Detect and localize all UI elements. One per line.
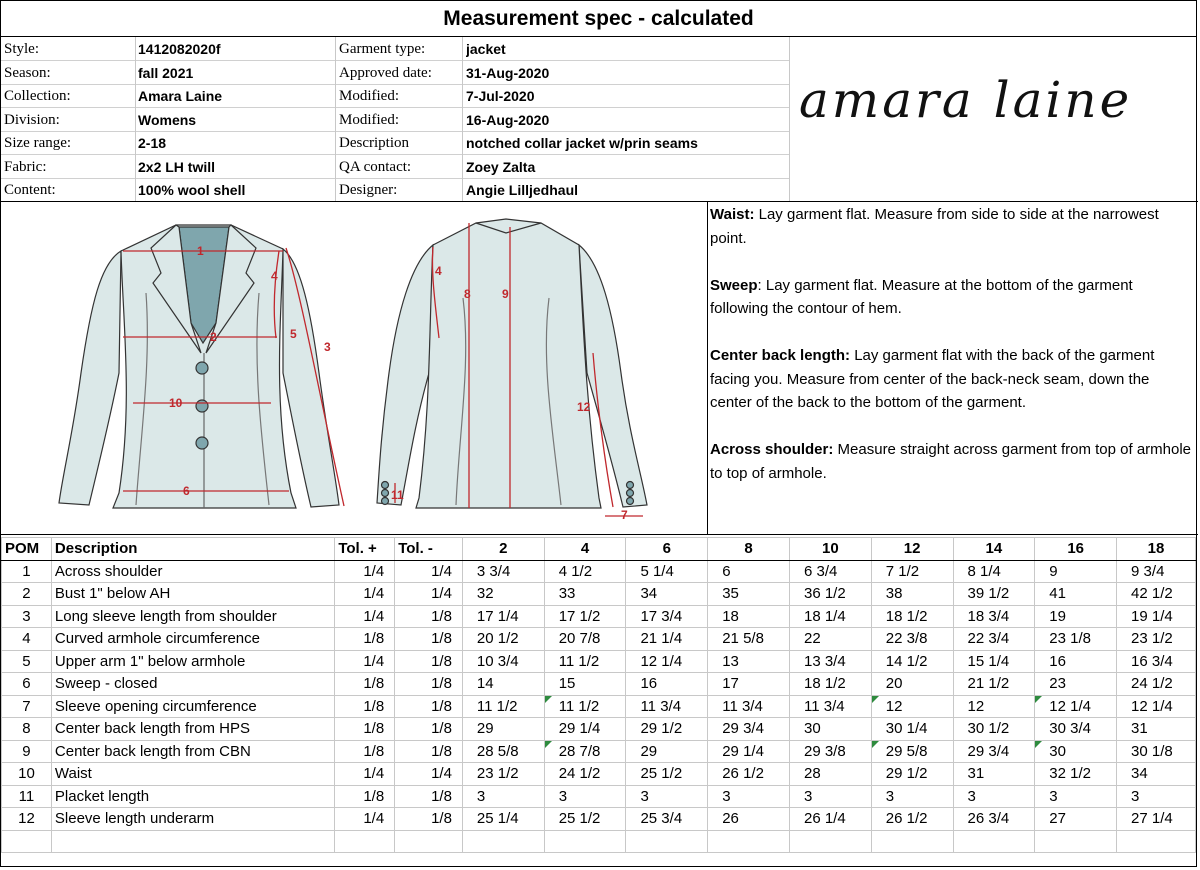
column-header: 14	[953, 538, 1035, 561]
header-row	[1, 131, 789, 155]
size-value: 34	[626, 583, 708, 606]
header-label: Designer:	[339, 182, 398, 198]
size-value: 22 3/8	[871, 628, 953, 651]
table-row	[2, 583, 1196, 606]
size-value: 24 1/2	[544, 763, 626, 786]
size-value: 39 1/2	[953, 583, 1035, 606]
table-row	[2, 718, 1196, 741]
header-column-rule	[462, 37, 463, 201]
size-value: 11 1/2	[544, 695, 626, 718]
size-value: 11 3/4	[789, 695, 871, 718]
pom-number: 4	[2, 628, 52, 651]
column-header: Tol. -	[395, 538, 463, 561]
back-label-8: 8	[464, 287, 471, 301]
size-value: 18 3/4	[953, 605, 1035, 628]
note-term: Waist:	[710, 206, 755, 223]
size-value: 35	[708, 583, 790, 606]
pom-number: 9	[2, 740, 52, 763]
header-label: Size range:	[4, 135, 72, 151]
size-value: 28	[789, 763, 871, 786]
tolerance-plus: 1/4	[335, 583, 395, 606]
size-value: 17 1/2	[544, 605, 626, 628]
table-row-empty	[2, 830, 1196, 853]
size-value: 29 1/2	[871, 763, 953, 786]
header-row	[1, 178, 789, 202]
size-value: 27	[1035, 808, 1117, 831]
tolerance-plus: 1/8	[335, 785, 395, 808]
size-value: 17 3/4	[626, 605, 708, 628]
empty-cell	[51, 830, 334, 853]
header-value: 2-18	[138, 135, 167, 151]
size-value: 16	[1035, 650, 1117, 673]
tolerance-plus: 1/8	[335, 673, 395, 696]
size-value: 30 1/4	[871, 718, 953, 741]
size-value: 25 3/4	[626, 808, 708, 831]
size-value: 26	[708, 808, 790, 831]
size-value: 28 7/8	[544, 740, 626, 763]
table-row	[2, 695, 1196, 718]
size-value: 11 3/4	[708, 695, 790, 718]
column-header: 16	[1035, 538, 1117, 561]
note-paragraph	[710, 274, 1194, 321]
pom-number: 12	[2, 808, 52, 831]
pom-number: 3	[2, 605, 52, 628]
pom-description: Upper arm 1" below armhole	[51, 650, 334, 673]
size-value: 24 1/2	[1117, 673, 1196, 696]
column-header: 8	[708, 538, 790, 561]
tolerance-minus: 1/4	[395, 583, 463, 606]
header-label: Collection:	[4, 88, 71, 104]
back-label-4: 4	[435, 264, 442, 278]
size-value: 9 3/4	[1117, 560, 1196, 583]
page-title: Measurement spec - calculated	[1, 1, 1196, 37]
size-value: 11 1/2	[544, 650, 626, 673]
size-value: 31	[1117, 718, 1196, 741]
size-value: 7 1/2	[871, 560, 953, 583]
size-value: 29 1/4	[544, 718, 626, 741]
pom-number: 10	[2, 763, 52, 786]
empty-cell	[708, 830, 790, 853]
front-label-3: 3	[324, 340, 331, 354]
size-value: 18	[708, 605, 790, 628]
size-value: 42 1/2	[1117, 583, 1196, 606]
header-value: 100% wool shell	[138, 182, 246, 198]
table-row	[2, 673, 1196, 696]
note-text: Measure straight across garment from top of armhole to top of armhole.	[710, 441, 1192, 482]
tolerance-minus: 1/4	[395, 763, 463, 786]
header-value: Amara Laine	[138, 88, 223, 104]
size-value: 32	[462, 583, 544, 606]
size-value: 26 1/4	[789, 808, 871, 831]
header-value: 31-Aug-2020	[466, 64, 550, 81]
header-label: Description	[339, 135, 409, 151]
tolerance-plus: 1/4	[335, 763, 395, 786]
size-value: 14 1/2	[871, 650, 953, 673]
size-value: 19 1/4	[1117, 605, 1196, 628]
size-value: 23 1/2	[462, 763, 544, 786]
column-header: Description	[51, 538, 334, 561]
tolerance-minus: 1/8	[395, 650, 463, 673]
column-header: 4	[544, 538, 626, 561]
size-value: 12 1/4	[1117, 695, 1196, 718]
header-value: jacket	[466, 41, 506, 57]
note-paragraph	[710, 203, 1194, 250]
pom-number: 1	[2, 560, 52, 583]
size-value: 20 7/8	[544, 628, 626, 651]
header-column-rule	[335, 37, 336, 201]
header-row	[1, 155, 789, 179]
empty-cell	[953, 830, 1035, 853]
pom-description: Waist	[51, 763, 334, 786]
back-label-11: 11	[391, 488, 404, 502]
pom-number: 11	[2, 785, 52, 808]
header-row	[1, 84, 789, 108]
header-label: Garment type:	[339, 41, 426, 57]
size-value: 30	[789, 718, 871, 741]
size-value: 29 1/2	[626, 718, 708, 741]
size-value: 6	[708, 560, 790, 583]
pom-description: Bust 1" below AH	[51, 583, 334, 606]
size-value: 26 3/4	[953, 808, 1035, 831]
pom-description: Sweep - closed	[51, 673, 334, 696]
size-value: 13 3/4	[789, 650, 871, 673]
front-label-4: 4	[271, 269, 278, 283]
tolerance-plus: 1/4	[335, 605, 395, 628]
empty-cell	[395, 830, 463, 853]
header-column-rule	[789, 37, 790, 201]
header-label: Division:	[4, 111, 60, 128]
header-row	[1, 37, 789, 61]
size-value: 18 1/2	[789, 673, 871, 696]
table-row	[2, 605, 1196, 628]
size-value: 23 1/8	[1035, 628, 1117, 651]
header-column-rule	[135, 37, 136, 201]
size-value: 28 5/8	[462, 740, 544, 763]
note-term: Sweep	[710, 276, 758, 294]
size-value: 3	[544, 785, 626, 808]
size-value: 30 1/8	[1117, 740, 1196, 763]
size-value: 36 1/2	[789, 583, 871, 606]
size-value: 12	[871, 695, 953, 718]
size-value: 6 3/4	[789, 560, 871, 583]
size-value: 23	[1035, 673, 1117, 696]
tolerance-minus: 1/8	[395, 673, 463, 696]
size-value: 12 1/4	[1035, 695, 1117, 718]
pom-number: 5	[2, 650, 52, 673]
column-header: Tol. +	[335, 538, 395, 561]
size-value: 10 3/4	[462, 650, 544, 673]
size-value: 3	[1035, 785, 1117, 808]
size-value: 29 5/8	[871, 740, 953, 763]
note-text: Lay garment flat with the back of the garment facing you. Measure from center of the back-neck seam, down the center of the back to the bottom of the garment.	[710, 347, 1155, 411]
header-value: 16-Aug-2020	[466, 111, 550, 128]
jacket-technical-drawing	[1, 203, 707, 535]
pom-description: Curved armhole circumference	[51, 628, 334, 651]
size-value: 15 1/4	[953, 650, 1035, 673]
pom-description: Center back length from HPS	[51, 718, 334, 741]
back-label-9: 9	[502, 287, 509, 301]
drawing-divider	[707, 202, 708, 535]
size-value: 30 3/4	[1035, 718, 1117, 741]
column-header: 6	[626, 538, 708, 561]
pom-description: Center back length from CBN	[51, 740, 334, 763]
size-value: 3	[1117, 785, 1196, 808]
size-value: 31	[953, 763, 1035, 786]
size-value: 12 1/4	[626, 650, 708, 673]
front-label-2: 2	[210, 330, 217, 344]
header-row	[1, 108, 789, 132]
size-value: 5 1/4	[626, 560, 708, 583]
pom-table	[1, 537, 1196, 853]
empty-cell	[789, 830, 871, 853]
size-value: 25 1/2	[544, 808, 626, 831]
note-text: Lay garment flat. Measure from side to side at the narrowest point.	[710, 206, 1159, 247]
pom-number: 7	[2, 695, 52, 718]
empty-cell	[871, 830, 953, 853]
pom-description: Sleeve length underarm	[51, 808, 334, 831]
header-label: Season:	[4, 64, 51, 81]
tolerance-plus: 1/4	[335, 808, 395, 831]
front-label-6: 6	[183, 484, 190, 498]
size-value: 16 3/4	[1117, 650, 1196, 673]
tolerance-minus: 1/8	[395, 718, 463, 741]
header-label: Approved date:	[339, 64, 432, 81]
size-value: 3	[789, 785, 871, 808]
pom-description: Sleeve opening circumference	[51, 695, 334, 718]
size-value: 11 1/2	[462, 695, 544, 718]
note-text: : Lay garment flat. Measure at the bottom of the garment following the contour of hem.	[710, 276, 1133, 317]
size-value: 21 1/2	[953, 673, 1035, 696]
size-value: 12	[953, 695, 1035, 718]
tolerance-plus: 1/4	[335, 650, 395, 673]
size-value: 16	[626, 673, 708, 696]
size-value: 3	[953, 785, 1035, 808]
size-value: 3	[462, 785, 544, 808]
tolerance-minus: 1/8	[395, 628, 463, 651]
tolerance-plus: 1/8	[335, 628, 395, 651]
table-row	[2, 808, 1196, 831]
size-value: 38	[871, 583, 953, 606]
column-header: POM	[2, 538, 52, 561]
empty-cell	[626, 830, 708, 853]
size-value: 3	[871, 785, 953, 808]
size-value: 41	[1035, 583, 1117, 606]
size-value: 27 1/4	[1117, 808, 1196, 831]
size-value: 30 1/2	[953, 718, 1035, 741]
header-value: Womens	[138, 111, 197, 128]
tolerance-plus: 1/8	[335, 695, 395, 718]
header-value: fall 2021	[138, 64, 194, 81]
jacket-sketch-svg	[1, 203, 707, 535]
size-value: 29 3/4	[953, 740, 1035, 763]
measurement-notes	[710, 203, 1194, 509]
front-label-10: 10	[169, 396, 183, 410]
table-divider	[1, 534, 1198, 535]
size-value: 29 1/4	[708, 740, 790, 763]
column-header: 18	[1117, 538, 1196, 561]
header-value: 7-Jul-2020	[466, 88, 535, 104]
tolerance-minus: 1/8	[395, 785, 463, 808]
column-header: 2	[462, 538, 544, 561]
size-value: 25 1/2	[626, 763, 708, 786]
tolerance-minus: 1/8	[395, 695, 463, 718]
table-row	[2, 740, 1196, 763]
pom-description: Across shoulder	[51, 560, 334, 583]
tolerance-minus: 1/8	[395, 740, 463, 763]
header-label: Fabric:	[4, 158, 47, 175]
size-value: 26 1/2	[708, 763, 790, 786]
front-label-1: 1	[197, 244, 204, 258]
table-row	[2, 560, 1196, 583]
size-value: 14	[462, 673, 544, 696]
size-value: 23 1/2	[1117, 628, 1196, 651]
table-row	[2, 650, 1196, 673]
back-label-12: 12	[577, 400, 591, 414]
front-view	[59, 225, 339, 508]
header-value: notched collar jacket w/prin seams	[466, 135, 698, 151]
size-value: 30	[1035, 740, 1117, 763]
size-value: 34	[1117, 763, 1196, 786]
empty-cell	[1035, 830, 1117, 853]
size-value: 11 3/4	[626, 695, 708, 718]
size-value: 8 1/4	[953, 560, 1035, 583]
header-label: QA contact:	[339, 158, 412, 175]
table-header-row	[2, 538, 1196, 561]
header-divider	[1, 201, 1198, 202]
column-header: 12	[871, 538, 953, 561]
header-value: 2x2 LH twill	[138, 158, 216, 175]
tolerance-minus: 1/8	[395, 808, 463, 831]
size-value: 22	[789, 628, 871, 651]
size-value: 17	[708, 673, 790, 696]
column-header: 10	[789, 538, 871, 561]
pom-number: 8	[2, 718, 52, 741]
size-value: 29 3/4	[708, 718, 790, 741]
header-row	[1, 61, 789, 85]
front-label-5: 5	[290, 327, 297, 341]
size-value: 20 1/2	[462, 628, 544, 651]
size-value: 29	[462, 718, 544, 741]
note-term: Across shoulder:	[710, 441, 834, 458]
size-value: 18 1/2	[871, 605, 953, 628]
note-term: Center back length:	[710, 347, 851, 364]
header-label: Modified:	[339, 111, 399, 128]
tolerance-minus: 1/8	[395, 605, 463, 628]
brand-logo-text: amara laine	[799, 71, 1133, 129]
empty-cell	[462, 830, 544, 853]
size-value: 4 1/2	[544, 560, 626, 583]
size-value: 19	[1035, 605, 1117, 628]
pom-description: Long sleeve length from shoulder	[51, 605, 334, 628]
table-row	[2, 628, 1196, 651]
size-value: 21 5/8	[708, 628, 790, 651]
size-value: 29	[626, 740, 708, 763]
size-value: 20	[871, 673, 953, 696]
empty-cell	[335, 830, 395, 853]
header-label: Content:	[4, 182, 56, 198]
size-value: 3	[626, 785, 708, 808]
header-value: 1412082020f	[138, 41, 221, 57]
table-row	[2, 763, 1196, 786]
header-label: Style:	[4, 41, 40, 57]
header-value: Zoey Zalta	[466, 158, 536, 175]
table-row	[2, 785, 1196, 808]
empty-cell	[544, 830, 626, 853]
pom-description: Placket length	[51, 785, 334, 808]
size-value: 26 1/2	[871, 808, 953, 831]
size-value: 9	[1035, 560, 1117, 583]
pom-number: 2	[2, 583, 52, 606]
size-value: 13	[708, 650, 790, 673]
note-paragraph	[710, 344, 1194, 415]
header-value: Angie Lilljedhaul	[466, 182, 579, 198]
tolerance-plus: 1/8	[335, 740, 395, 763]
note-paragraph	[710, 438, 1194, 485]
size-value: 33	[544, 583, 626, 606]
empty-cell	[2, 830, 52, 853]
size-value: 22 3/4	[953, 628, 1035, 651]
pom-number: 6	[2, 673, 52, 696]
tolerance-minus: 1/4	[395, 560, 463, 583]
size-value: 25 1/4	[462, 808, 544, 831]
size-value: 29 3/8	[789, 740, 871, 763]
size-value: 3 3/4	[462, 560, 544, 583]
size-value: 18 1/4	[789, 605, 871, 628]
size-value: 21 1/4	[626, 628, 708, 651]
size-value: 3	[708, 785, 790, 808]
header-label: Modified:	[339, 88, 399, 104]
tolerance-plus: 1/8	[335, 718, 395, 741]
size-value: 15	[544, 673, 626, 696]
back-label-7: 7	[621, 508, 628, 522]
size-value: 32 1/2	[1035, 763, 1117, 786]
tolerance-plus: 1/4	[335, 560, 395, 583]
size-value: 17 1/4	[462, 605, 544, 628]
empty-cell	[1117, 830, 1196, 853]
